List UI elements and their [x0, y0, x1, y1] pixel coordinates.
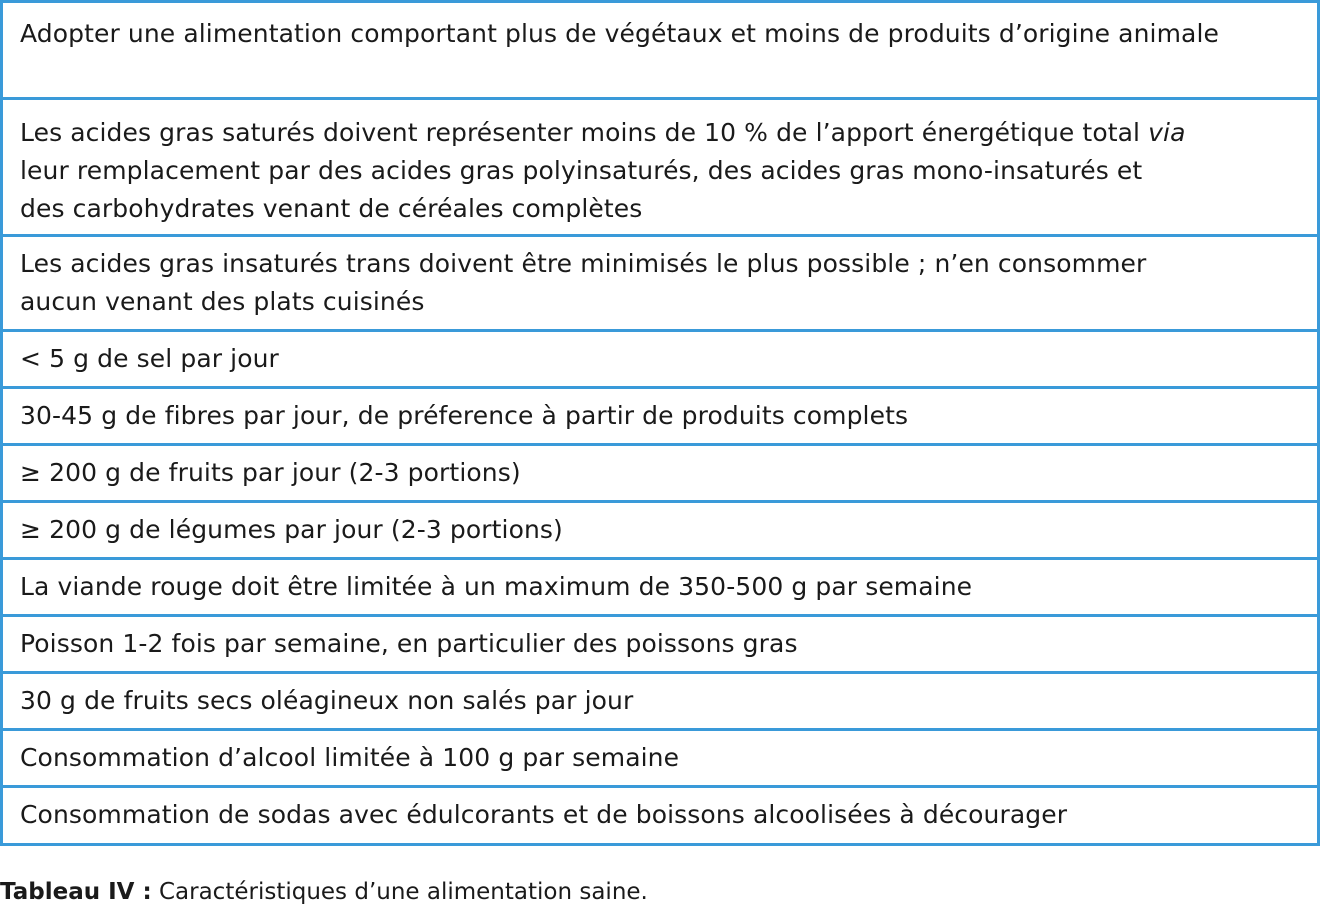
row-text: La viande rouge doit être limitée à un maximum de 350-500 g par semaine	[20, 572, 973, 601]
row-text: 30-45 g de fibres par jour, de préference à partir de produits complets	[20, 401, 909, 430]
table-row	[3, 503, 1317, 560]
row-text-line: Les acides gras insaturés trans doivent être minimisés le plus possible ; n’en consommer	[20, 249, 1147, 278]
row-text: Poisson 1-2 fois par semaine, en particulier des poissons gras	[20, 629, 798, 658]
row-text: < 5 g de sel par jour	[20, 344, 279, 373]
table-row	[3, 446, 1317, 503]
table-row	[3, 3, 1317, 100]
row-text: 30 g de fruits secs oléagineux non salés par jour	[20, 686, 634, 715]
row-text-italic: via	[1148, 118, 1186, 147]
table-row	[3, 332, 1317, 389]
table-row	[3, 617, 1317, 674]
table-row	[3, 560, 1317, 617]
table-row	[3, 788, 1317, 843]
table-row	[3, 389, 1317, 446]
row-text: ≥ 200 g de fruits par jour (2-3 portions)	[20, 458, 521, 487]
table-row	[3, 731, 1317, 788]
row-text-line: des carbohydrates venant de céréales complètes	[20, 194, 643, 223]
caption-label: Tableau IV :	[0, 879, 152, 905]
table-row	[3, 237, 1317, 332]
row-text-line	[20, 114, 1305, 152]
row-text: Adopter une alimentation comportant plus de végétaux et moins de produits d’origine animale	[20, 19, 1219, 48]
row-text-line: leur remplacement par des acides gras polyinsaturés, des acides gras mono-insaturés et	[20, 156, 1143, 185]
row-text: ≥ 200 g de légumes par jour (2-3 portions)	[20, 515, 563, 544]
row-text-line: aucun venant des plats cuisinés	[20, 287, 425, 316]
table-row	[3, 100, 1317, 237]
row-text: Consommation de sodas avec édulcorants et de boissons alcoolisées à décourager	[20, 800, 1068, 829]
table-row	[3, 674, 1317, 731]
caption-text: Caractéristiques d’une alimentation saine.	[151, 879, 648, 905]
row-text: Consommation d’alcool limitée à 100 g par semaine	[20, 743, 680, 772]
row-text-segment: Les acides gras saturés doivent représenter moins de 10 % de l’apport énergétique total	[20, 118, 1149, 147]
table-caption	[0, 876, 648, 908]
